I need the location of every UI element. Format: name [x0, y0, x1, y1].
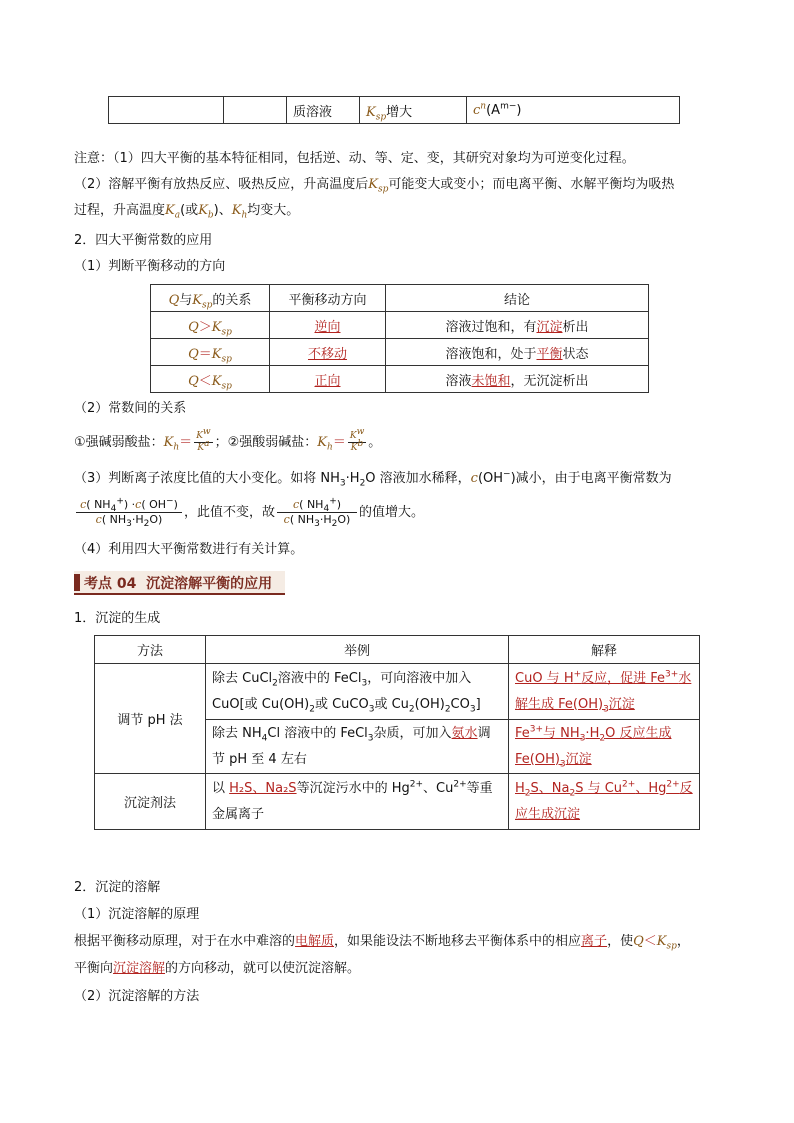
table-row: $Q<K_{sp}$ 正向 溶液未饱和，无沉淀析出 [151, 366, 649, 393]
subsection-title: （1）沉淀溶解的原理 [74, 907, 200, 922]
note-line-2: （2）溶解平衡有放热反应、吸热反应，升高温度后$K_{sp}$可能变大或变小；而电离平衡、水解平衡均为吸热 [74, 177, 675, 195]
method-cell: 调节 pH 法 [95, 664, 206, 774]
note-line-1: 注意：（1）四大平衡的基本特征相同，包括逆、动、等、定、变，其研究对象均为可逆变化过程。 [74, 151, 635, 166]
explanation-cell: CuO 与 H+反应，促进 $Fe^{3+}$水 解生成 $Fe(OH)_3$沉淀 [509, 664, 700, 720]
top-table-cell [109, 97, 224, 124]
top-table-cell: 质溶液 [287, 97, 360, 124]
explanation-cell: $H_2S$、$Na_2S$ 与 $Cu^{2+}$、$Hg^{2+}$反 应生成沉淀 [509, 774, 700, 830]
example-cell: 除去 CuCl$_2$溶液中的 FeCl$_3$，可向溶液中加入 CuO[或 $Cu(OH)_2$或 CuCO$_3$或 $Cu_2(OH)_2CO_3$] [206, 664, 509, 720]
precipitation-table [94, 635, 700, 830]
subsection-title: （2）常数间的关系 [74, 401, 187, 416]
table-row [95, 774, 700, 830]
top-table-cell [224, 97, 287, 124]
method-cell: 沉淀剂法 [95, 774, 206, 830]
section-title: 1．沉淀的生成 [74, 611, 161, 626]
table-row [95, 664, 700, 720]
equilibrium-direction-table [150, 284, 649, 393]
top-table-cell: $c^n(A^{m-})$ [467, 97, 680, 124]
table-header: Q与$K_{sp}$的关系 [151, 285, 270, 312]
example-cell: 以 H₂S、Na₂S等沉淀污水中的 $Hg^{2+}$、$Cu^{2+}$等重 金属离子 [206, 774, 509, 830]
top-table-cell: $K_{sp}$增大 [360, 97, 467, 124]
table-header: 解释 [509, 636, 700, 664]
paragraph-line: 根据平衡移动原理，对于在水中难溶的电解质，如果能设法不断地移去平衡体系中的相应离子，使$Q<K_{sp}$， [74, 934, 690, 952]
paragraph-line: 平衡向沉淀溶解的方向移动，就可以使沉淀溶解。 [74, 961, 361, 976]
heading-code: 考点 04 [84, 576, 137, 592]
ion-ratio-line: （3）判断离子浓度比值的大小变化。如将 $NH_3\cdot H_2O$ 溶液加水稀释，c(OH−)减小，由于电离平衡常数为 [74, 469, 672, 489]
subsection-title: （2）沉淀溶解的方法 [74, 989, 200, 1004]
table-header: 举例 [206, 636, 509, 664]
ion-ratio-fraction-line: $\frac{c( NH_4^+) \cdot c( OH^-)}{c( NH_3\cdot H_2O)}$ ，此值不变，故 $\frac{c( NH_4^+)}{c( NH_3\cdot H_2O)}$ 的值增大。 [74, 494, 424, 532]
table-row: $Q>K_{sp}$ 逆向 溶液过饱和，有沉淀析出 [151, 312, 649, 339]
heading-title: 沉淀溶解平衡的应用 [146, 576, 273, 592]
table-header: 结论 [386, 285, 649, 312]
top-table [108, 96, 680, 124]
section-title: 2．沉淀的溶解 [74, 880, 161, 895]
table-header: 平衡移动方向 [270, 285, 386, 312]
subsection-title: （4）利用四大平衡常数进行有关计算。 [74, 542, 304, 557]
section-title: 2．四大平衡常数的应用 [74, 233, 213, 248]
subsection-title: （1）判断平衡移动的方向 [74, 259, 226, 274]
example-cell: 除去 $NH_4Cl$ 溶液中的 FeCl$_3$杂质，可加入氨水调 节 pH 至 4 左右 [206, 720, 509, 774]
table-row: $Q=K_{sp}$ 不移动 溶液饱和，处于平衡状态 [151, 339, 649, 366]
note-line-3: 过程，升高温度$K_a$(或$K_b$)、$K_h$均变大。 [74, 203, 300, 221]
topic-heading [74, 571, 285, 595]
heading-bar [74, 574, 80, 591]
explanation-cell: $Fe^{3+}$与 $NH_3\cdot H_2O$ 反应生成 $Fe(OH)_3$沉淀 [509, 720, 700, 774]
constant-relations: ①强碱弱酸盐：$K_h=$ $\frac{K^w}{K^a}$ ；②强酸弱碱盐：$K_h=$ $\frac{K^w}{K^b}$ 。 [74, 427, 382, 453]
table-header: 方法 [95, 636, 206, 664]
